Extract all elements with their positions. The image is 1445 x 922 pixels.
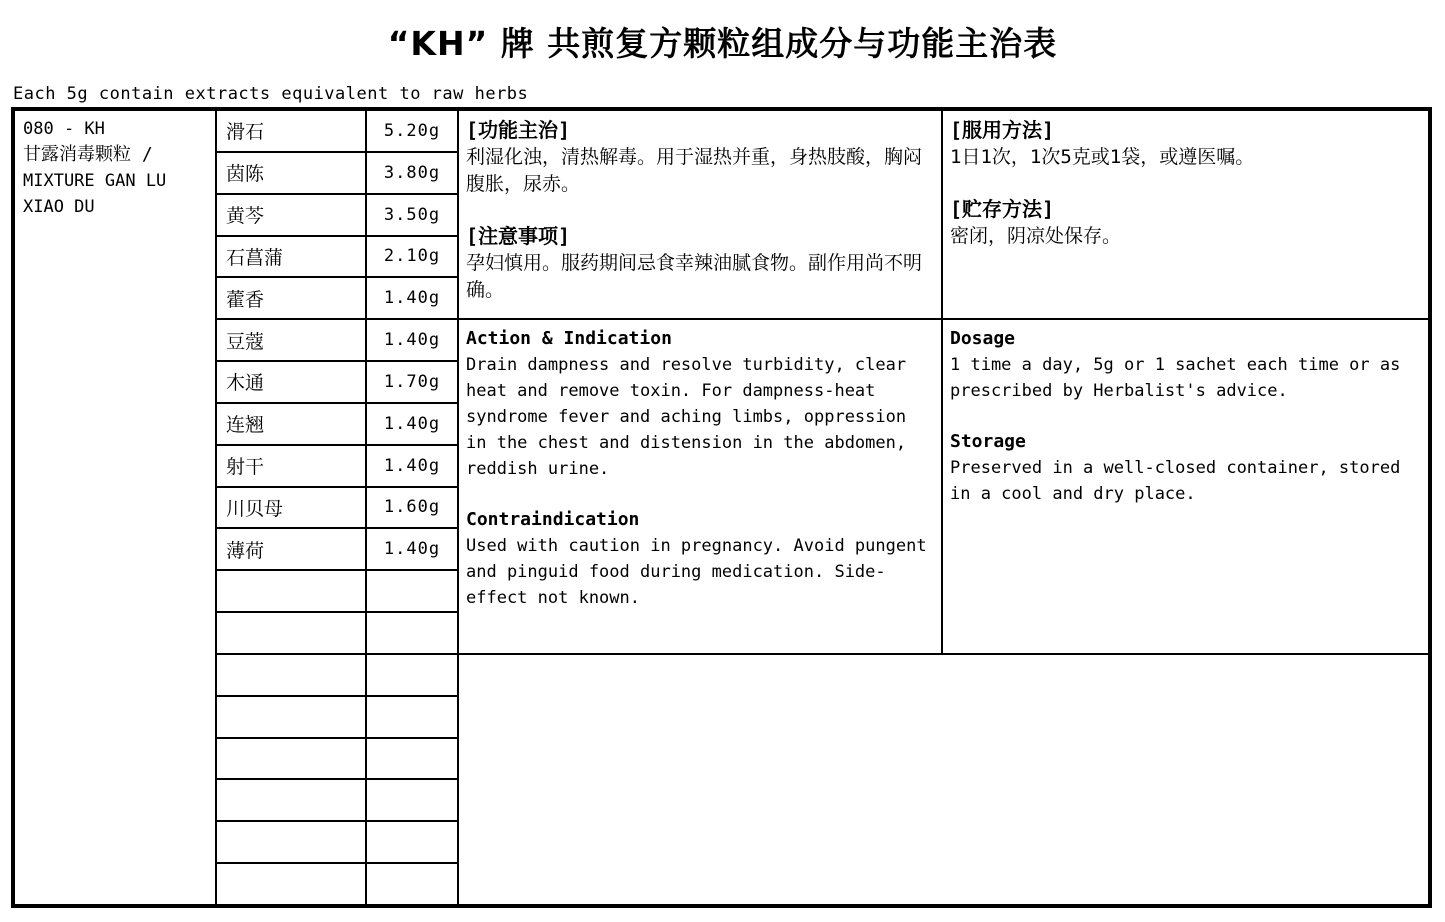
dosage-en-block	[950, 326, 1418, 404]
product-name-en-line1: MIXTURE GAN LU	[23, 171, 167, 191]
herb-amount-cell: 5.20g	[367, 111, 457, 151]
function-cn-block	[466, 117, 931, 198]
action-en-header: Action & Indication	[466, 328, 672, 350]
herb-amount-cell: 1.40g	[367, 529, 457, 569]
usage-cn-block	[950, 117, 1418, 171]
herb-name-cell-empty	[217, 822, 365, 862]
herb-amount-cell-empty	[367, 780, 457, 820]
dosage-en-body: 1 time a day, 5g or 1 sachet each time or as prescribed by Herbalist's advice.	[950, 355, 1401, 402]
herb-amount-cell: 1.60g	[367, 488, 457, 528]
herb-amount-cell: 1.40g	[367, 278, 457, 318]
herb-name-cell: 滑石	[217, 111, 365, 151]
dosage-storage-en-cell	[943, 320, 1428, 653]
storage-en-block	[950, 429, 1418, 507]
herb-amount-cell: 1.40g	[367, 320, 457, 360]
herb-amount-cell: 1.40g	[367, 446, 457, 486]
herb-name-cell: 黄芩	[217, 195, 365, 235]
herb-amount-cell: 1.40g	[367, 404, 457, 444]
caution-cn-block	[466, 223, 931, 304]
herb-name-cell: 连翘	[217, 404, 365, 444]
herb-name-cell: 薄荷	[217, 529, 365, 569]
usage-storage-cn-cell	[943, 111, 1428, 318]
herb-name-cell: 射干	[217, 446, 365, 486]
herb-name-cell-empty	[217, 864, 365, 904]
herb-name-cell: 木通	[217, 362, 365, 402]
usage-cn-header: [服用方法]	[950, 118, 1055, 142]
storage-cn-header: [贮存方法]	[950, 197, 1055, 221]
herb-name-cell: 石菖蒲	[217, 237, 365, 277]
function-cn-header: [功能主治]	[466, 118, 571, 142]
dosage-en-header: Dosage	[950, 328, 1016, 350]
caution-cn-header: [注意事项]	[466, 224, 571, 248]
product-name-en-line2: XIAO DU	[23, 197, 95, 217]
herb-name-cell: 川贝母	[217, 488, 365, 528]
herb-amount-cell: 2.10g	[367, 237, 457, 277]
page-title: “KH” 牌 共煎复方颗粒组成分与功能主治表	[387, 24, 1058, 63]
herb-name-cell-empty	[217, 613, 365, 653]
composition-table	[11, 107, 1432, 908]
contraindication-en-body: Used with caution in pregnancy. Avoid pungent and pinguid food during medication. Side-effect not known.	[466, 536, 927, 609]
herb-amount-cell: 3.50g	[367, 195, 457, 235]
contraindication-en-block	[466, 507, 931, 611]
contraindication-en-header: Contraindication	[466, 509, 640, 531]
function-cn-body: 利湿化浊，清热解毒。用于湿热并重，身热肢酸，胸闷腹胀，尿赤。	[466, 146, 923, 195]
herb-name-cell: 豆蔻	[217, 320, 365, 360]
product-name-cn: 甘露消毒颗粒 /	[23, 144, 153, 165]
storage-cn-block	[950, 196, 1418, 250]
herb-amount-cell: 3.80g	[367, 153, 457, 193]
action-indication-en-cell	[459, 320, 941, 653]
herb-amount-cell-empty	[367, 864, 457, 904]
product-code: 080 - KH	[23, 119, 105, 139]
bottom-empty-cell	[459, 655, 1428, 904]
herb-amount-cell-empty	[367, 739, 457, 779]
caution-cn-body: 孕妇慎用。服药期间忌食幸辣油腻食物。副作用尚不明确。	[466, 252, 923, 301]
herb-amount-cell: 1.70g	[367, 362, 457, 402]
herb-name-cell-empty	[217, 571, 365, 611]
herb-amount-cell-empty	[367, 697, 457, 737]
herb-name-cell: 藿香	[217, 278, 365, 318]
herb-amount-cell-empty	[367, 822, 457, 862]
herb-amount-cell-empty	[367, 571, 457, 611]
herb-name-cell-empty	[217, 780, 365, 820]
function-indication-cn-cell	[459, 111, 941, 318]
herb-name-cell-empty	[217, 739, 365, 779]
storage-en-body: Preserved in a well-closed container, stored in a cool and dry place.	[950, 458, 1401, 505]
herb-amount-cell-empty	[367, 613, 457, 653]
herb-name-cell-empty	[217, 655, 365, 695]
product-info-cell	[15, 111, 215, 904]
herb-amount-cell-empty	[367, 655, 457, 695]
storage-en-header: Storage	[950, 431, 1026, 453]
action-en-block	[466, 326, 931, 482]
action-en-body: Drain dampness and resolve turbidity, clear heat and remove toxin. For dampness-heat syndrome fever and aching limbs, oppression in the chest and distension in the abdomen, reddish urine.	[466, 355, 907, 480]
herb-name-cell-empty	[217, 697, 365, 737]
subtitle: Each 5g contain extracts equivalent to raw herbs	[13, 84, 529, 104]
herb-name-cell: 茵陈	[217, 153, 365, 193]
usage-cn-body: 1日1次，1次5克或1袋，或遵医嘱。	[950, 146, 1255, 168]
storage-cn-body: 密闭，阴凉处保存。	[950, 225, 1122, 247]
